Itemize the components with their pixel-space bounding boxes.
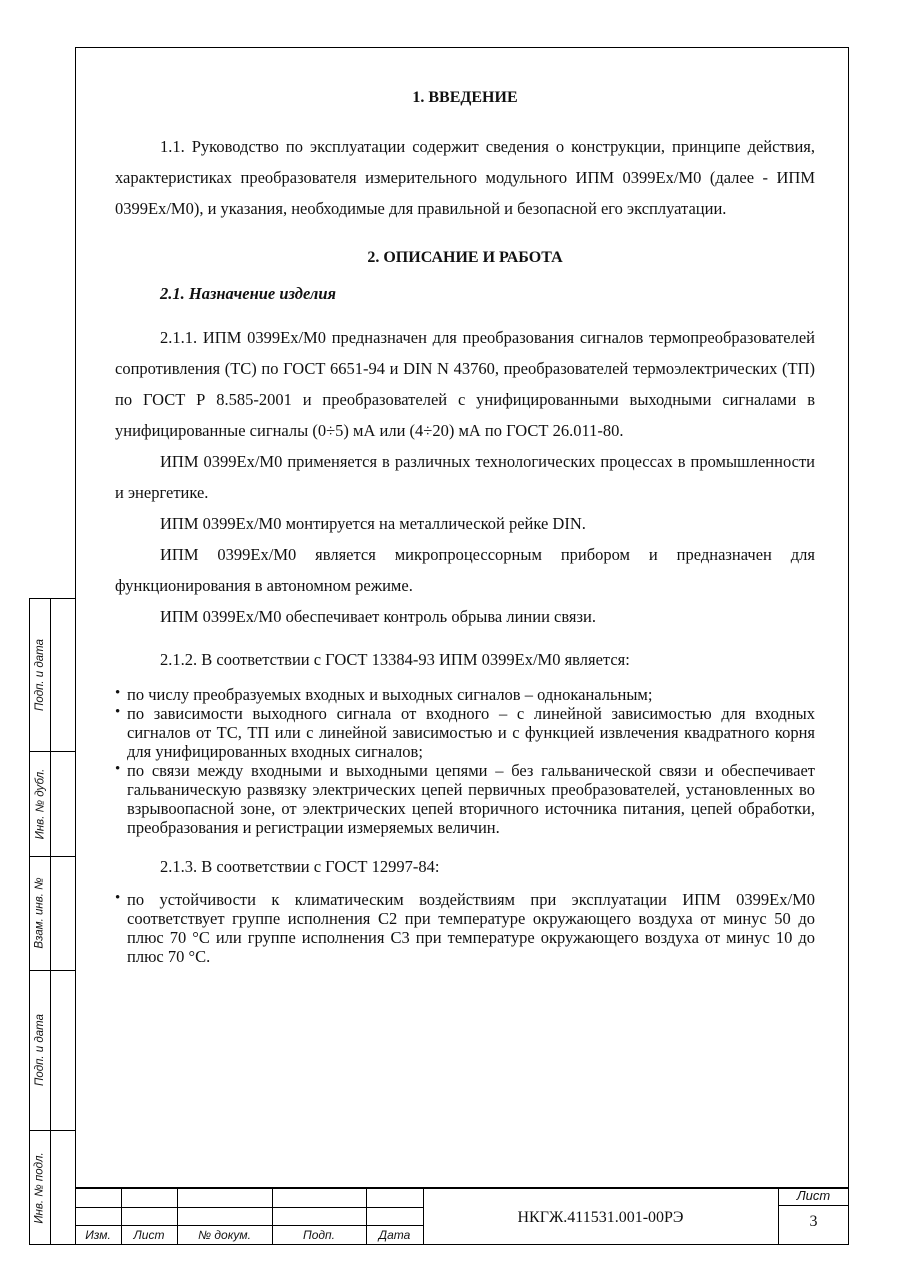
section-1-paragraph: 1.1. Руководство по эксплуатации содержит сведения о конструкции, принципе действия, характеристиках преобразователя измерительного модульного ИПМ 0399Ех/М0 (далее - ИПМ 0399Ех/М0), и указания, необходимые для правильной и безопасной его эксплуатации. bbox=[115, 137, 815, 218]
sheet-number: 3 bbox=[809, 1213, 818, 1230]
bullet-list-climate bbox=[115, 890, 815, 966]
bullet-list-classification bbox=[115, 685, 815, 837]
list-item: • по устойчивости к климатическим воздействиям при эксплуатации ИПМ 0399Ех/М0 соответствует группе исполнения С2 при температуре окружающего воздуха от минус 50 до плюс 70 °С или группе исполнения С3 при температуре окружающего воздуха от минус 10 до плюс 70 °С. bbox=[115, 890, 815, 966]
paragraph-mounting: ИПМ 0399Ех/М0 монтируется на металлической рейке DIN. bbox=[160, 514, 586, 533]
col-izm: Изм. bbox=[85, 1228, 111, 1242]
list-item: • по зависимости выходного сигнала от входного – с линейной зависимостью для входных сигналов от ТС, ТП или с линейной зависимостью и с функцией извлечения квадратного корня для унифицированных входных сигналов; bbox=[115, 704, 815, 761]
paragraph-2-1-2: 2.1.2. В соответствии с ГОСТ 13384-93 ИПМ 0399Ех/М0 является: bbox=[160, 650, 630, 669]
document-body bbox=[115, 60, 815, 966]
stamp-podp-data-1: Подп. и дата bbox=[34, 639, 46, 711]
list-item: • по числу преобразуемых входных и выходных сигналов – одноканальным; bbox=[115, 685, 815, 704]
stamp-vzam-inv: Взам. инв. № bbox=[34, 877, 47, 949]
section-1-title: 1. ВВЕДЕНИЕ bbox=[412, 89, 518, 106]
section-2-title: 2. ОПИСАНИЕ И РАБОТА bbox=[367, 249, 563, 266]
subsection-title: 2.1. Назначение изделия bbox=[160, 284, 336, 303]
stamp-inv-dubl: Инв. № дубл. bbox=[34, 768, 47, 839]
paragraph-microprocessor: ИПМ 0399Ех/М0 является микропроцессорным прибором и предназначен для функционирования в автономном режиме. bbox=[115, 545, 815, 595]
stamp-inv-podl: Инв. № подл. bbox=[34, 1152, 47, 1224]
margin-stamp bbox=[29, 598, 75, 1245]
col-podp: Подп. bbox=[303, 1228, 335, 1242]
stamp-podp-data-2: Подп. и дата bbox=[34, 1014, 46, 1086]
paragraph-2-1-3: 2.1.3. В соответствии с ГОСТ 12997-84: bbox=[160, 857, 440, 876]
paragraph-line-check: ИПМ 0399Ех/М0 обеспечивает контроль обрыва линии связи. bbox=[160, 607, 596, 626]
sheet-label: Лист bbox=[796, 1188, 831, 1203]
paragraph-application: ИПМ 0399Ех/М0 применяется в различных технологических процессах в промышленности и энергетике. bbox=[115, 452, 815, 502]
col-list: Лист bbox=[133, 1228, 165, 1242]
document-code: НКГЖ.411531.001-00РЭ bbox=[517, 1209, 684, 1226]
col-data: Дата bbox=[378, 1228, 411, 1242]
list-item: • по связи между входными и выходными цепями – без гальванической связи и обеспечивает гальваническую развязку электрических цепей первичных преобразователей, установленных во взрывоопасной зоне, от электрических цепей вторичного источника питания, цепей обработки, преобразования и регистрации измеряемых величин. bbox=[115, 761, 815, 837]
title-block bbox=[75, 1187, 849, 1245]
paragraph-2-1-1: 2.1.1. ИПМ 0399Ех/М0 предназначен для преобразования сигналов термопреобразователей сопротивления (ТС) по ГОСТ 6651-94 и DIN N 43760, преобразователей термоэлектрических (ТП) по ГОСТ Р 8.585-2001 и преобразователей с унифицированными выходными сигналами в унифицированные сигналы (0÷5) мА или (4÷20) мА по ГОСТ 26.011-80. bbox=[115, 328, 815, 440]
col-no-dokum: № докум. bbox=[198, 1228, 251, 1242]
